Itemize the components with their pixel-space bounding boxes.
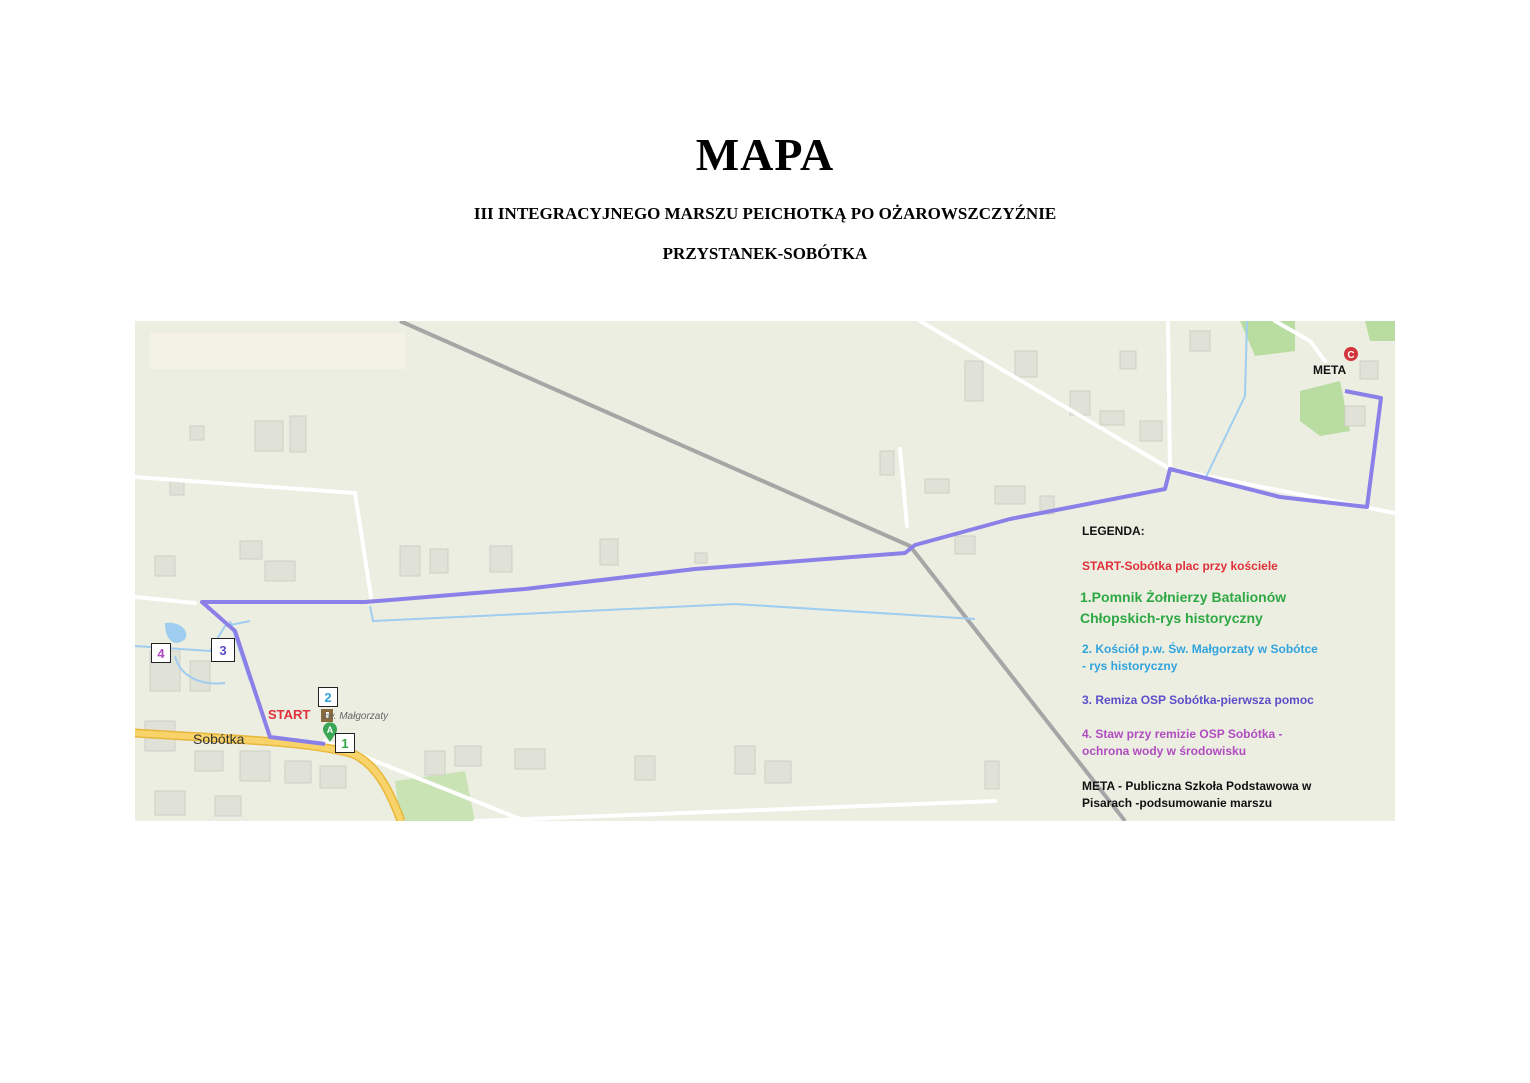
legend-item-2-line1: 2. Kościół p.w. Św. Małgorzaty w Sobótce bbox=[1082, 642, 1318, 656]
pond bbox=[165, 623, 186, 643]
legend-meta bbox=[1082, 778, 1382, 812]
legend-item-3: 3. Remiza OSP Sobótka-pierwsza pomoc bbox=[1082, 693, 1314, 707]
legend-item-1-line1: 1.Pomnik Żołnierzy Batalionów bbox=[1080, 589, 1287, 605]
route-map[interactable] bbox=[135, 321, 1395, 821]
marker-1[interactable]: 1 bbox=[335, 733, 355, 753]
legend-item-4-line2: ochrona wody w środowisku bbox=[1082, 744, 1247, 758]
map-label-box bbox=[150, 333, 406, 369]
church-label: św. Małgorzaty bbox=[322, 711, 389, 722]
legend-item-4-line1: 4. Staw przy remizie OSP Sobótka - bbox=[1082, 727, 1283, 741]
water bbox=[135, 321, 1247, 684]
meta-pin-letter: C bbox=[1347, 350, 1355, 361]
page-subtitle: III INTEGRACYJNEGO MARSZU PEICHOTKĄ PO OŻAROWSZCZYŹNIE bbox=[473, 204, 1057, 223]
legend-meta-line2: Pisarach -podsumowanie marszu bbox=[1082, 796, 1273, 810]
legend-heading: LEGENDA: bbox=[1082, 524, 1145, 538]
legend-item-2-line2: - rys historyczny bbox=[1082, 659, 1178, 673]
page-title: MAPA bbox=[695, 129, 835, 180]
road-label: Sobótka bbox=[193, 731, 245, 747]
legend-start: START-Sobótka plac przy kościele bbox=[1082, 559, 1278, 573]
legend-item-1-line2: Chłopskich-rys historyczny bbox=[1080, 610, 1263, 626]
green-area bbox=[1365, 321, 1395, 341]
marker-3[interactable]: 3 bbox=[211, 638, 235, 662]
legend-meta-line1: META - Publiczna Szkoła Podstawowa w bbox=[1082, 779, 1312, 793]
legend-item-1 bbox=[1080, 587, 1380, 629]
marker-2[interactable]: 2 bbox=[318, 687, 338, 707]
green-area bbox=[1300, 381, 1350, 436]
marker-4[interactable]: 4 bbox=[151, 643, 171, 663]
legend-item-4 bbox=[1082, 726, 1382, 760]
start-pin-letter: A bbox=[326, 725, 334, 735]
meta-label: META bbox=[1313, 363, 1347, 377]
legend-item-2 bbox=[1082, 641, 1382, 675]
stop-name: PRZYSTANEK-SOBÓTKA bbox=[662, 244, 868, 263]
start-label: START bbox=[268, 707, 311, 722]
